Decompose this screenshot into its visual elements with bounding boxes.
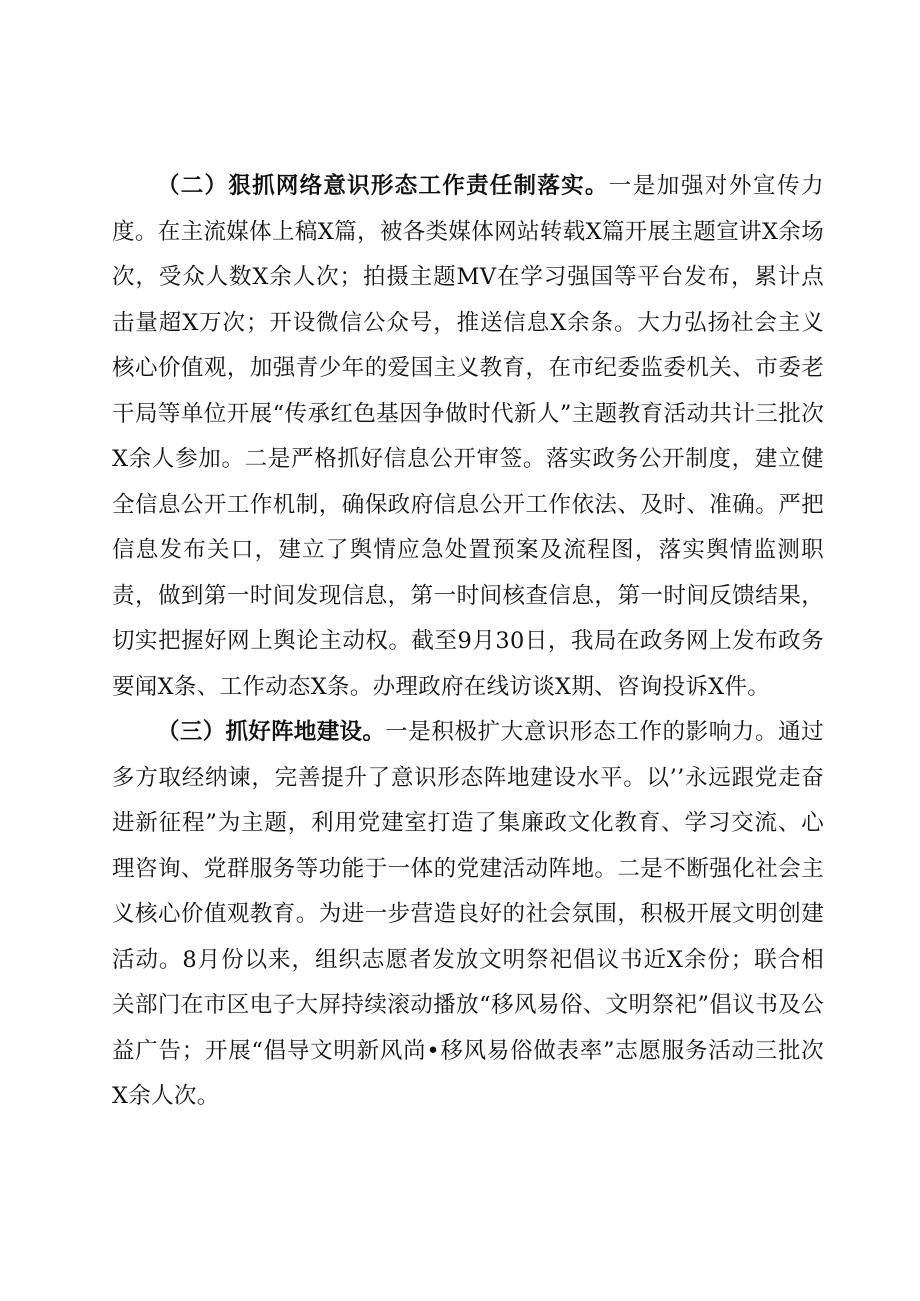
section-2-body: 一是加强对外宣传力度。在主流媒体上稿X篇，被各类媒体网站转载X篇开展主题宣讲X余场次，受众人数X余人次；拍摄主题MV在学习强国等平台发布，累计点击量超X万次；开设微信公众号，推送信息X余条。大力弘扬社会主义核心价值观，加强青少年的爱国主义教育，在市纪委监委机关、市委老干局等单位开展“传承红色基因争做时代新人”主题教育活动共计三批次X余人参加。二是严格抓好信息公开审签。落实政务公开制度，建立健全信息公开工作机制，确保政府信息公开工作依法、及时、准确。严把信息发布关口，建立了舆情应急处置预案及流程图，落实舆情监测职责，做到第一时间发现信息，第一时间核查信息，第一时间反馈结果，切实把握好网上舆论主动权。截至9月30日，我局在政务网上发布政务要闻X条、工作动态X条。办理政府在线访谈X期、咨询投诉X件。 [112, 173, 824, 700]
paragraph-section-3 [112, 710, 824, 1120]
section-3-heading: （三）抓好阵地建设。 [157, 719, 386, 745]
section-2-heading: （二）狠抓网络意识形态工作责任制落实。 [157, 173, 609, 199]
section-3-body: 一是积极扩大意识形态工作的影响力。通过多方取经纳谏，完善提升了意识形态阵地建设水平。以’’永远跟党走奋进新征程”为主题，利用党建室打造了集廉政文化教育、学习交流、心理咨询、党群服务等功能于一体的党建活动阵地。二是不断强化社会主义核心价值观教育。为进一步营造良好的社会氛围，积极开展文明创建活动。8月份以来，组织志愿者发放文明祭祀倡议书近X余份；联合相关部门在市区电子大屏持续滚动播放“移风易俗、文明祭祀”倡议书及公益广告；开展“倡导文明新风尚•移风易俗做表率”志愿服务活动三批次X余人次。 [112, 719, 824, 1109]
document-page [112, 164, 824, 1120]
paragraph-section-2 [112, 164, 824, 710]
